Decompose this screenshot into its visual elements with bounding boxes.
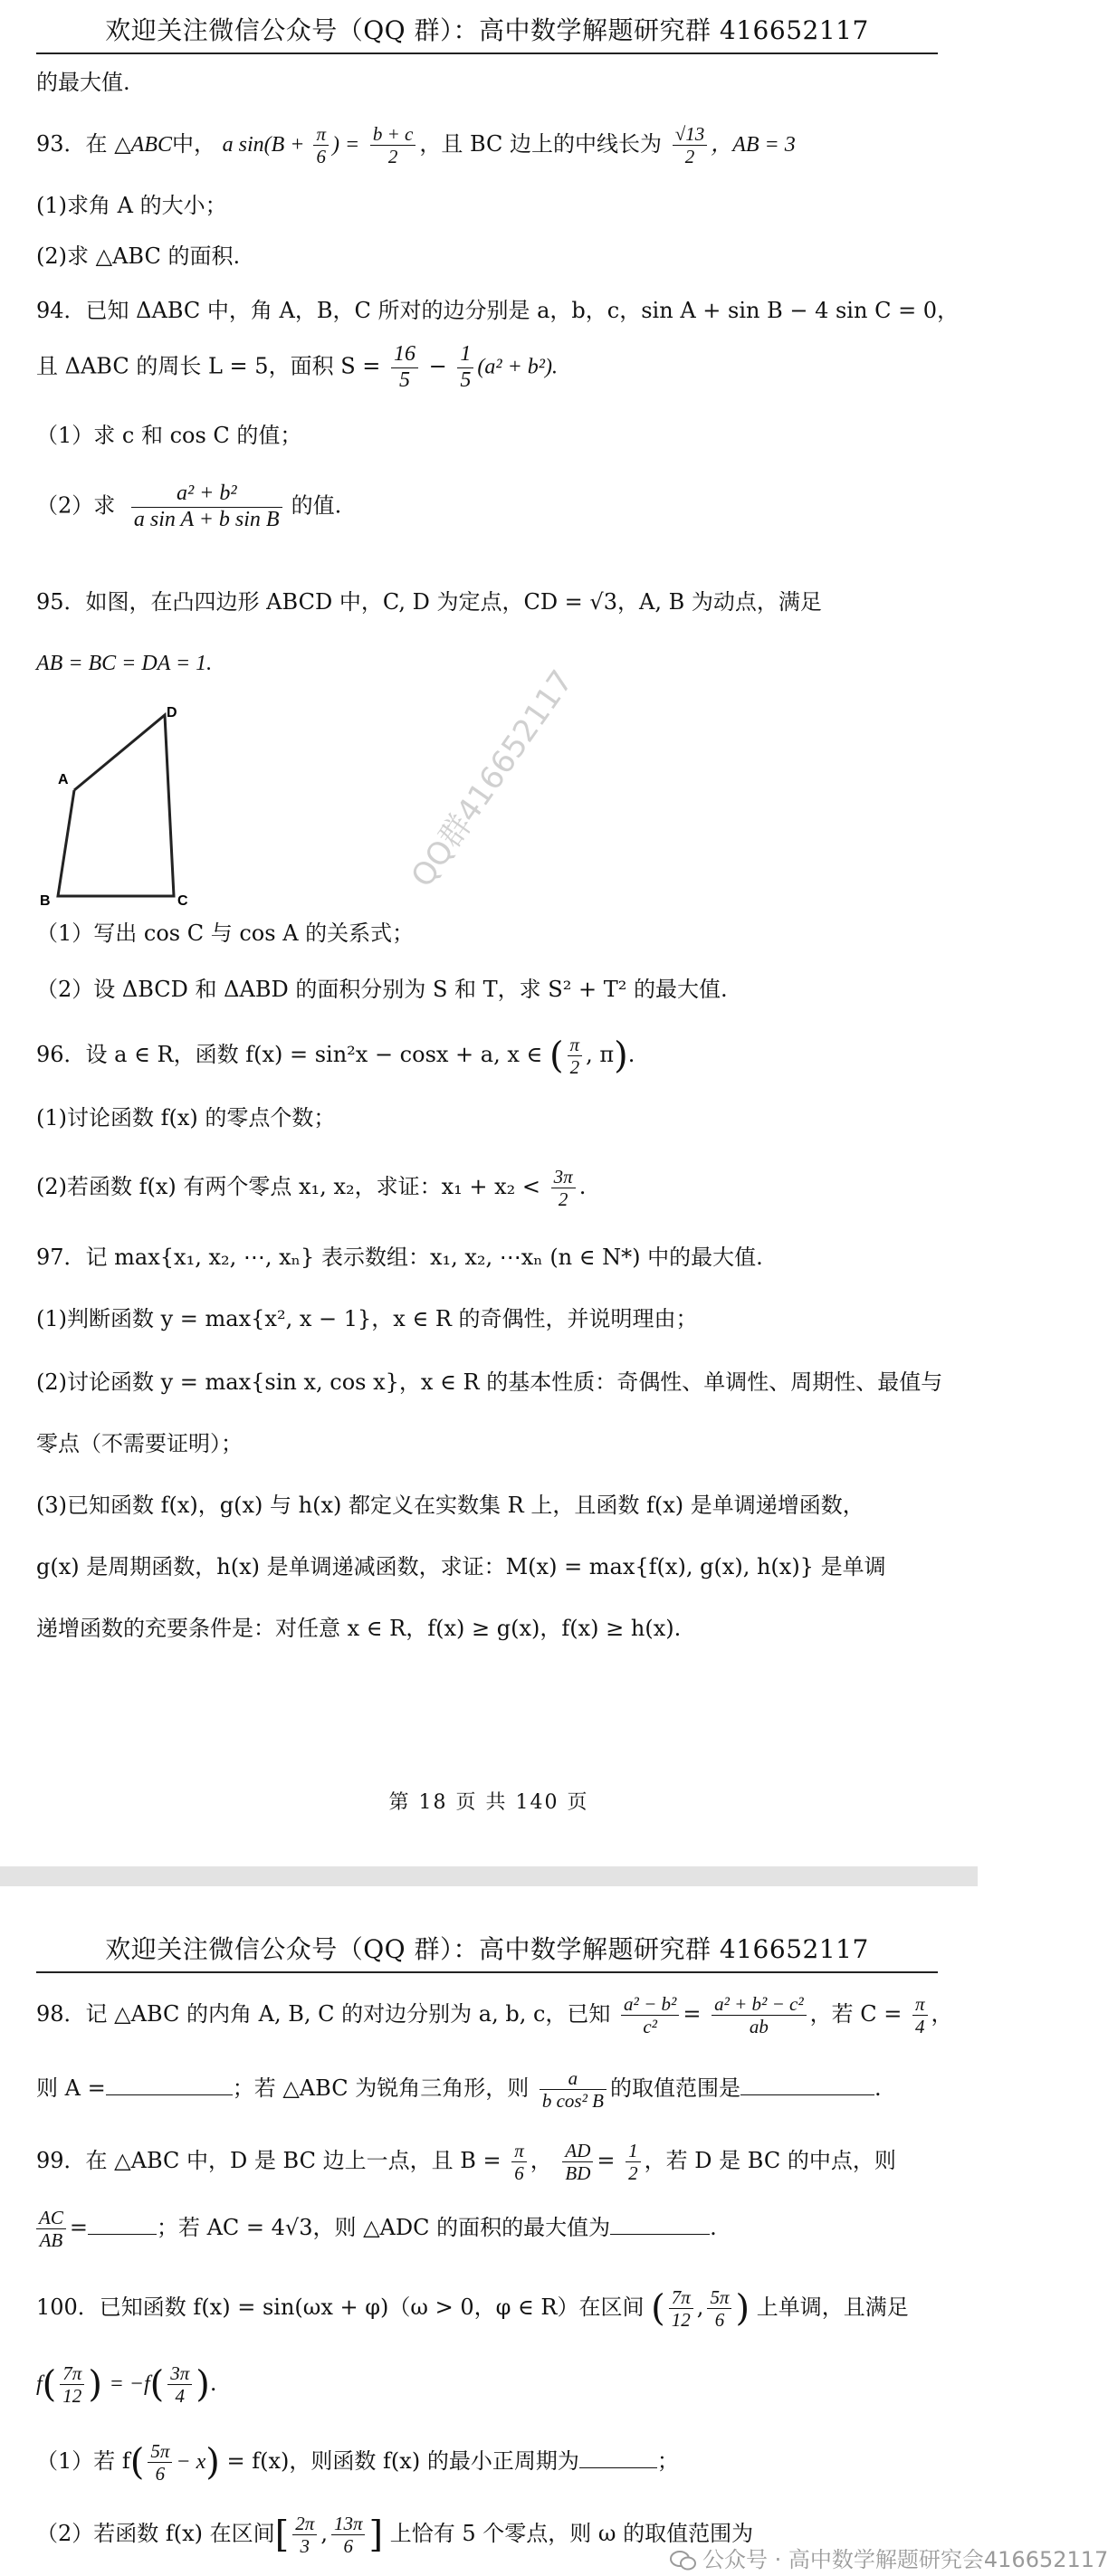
problem-98-line1: 98．记 △ABC 的内角 A, B, C 的对边分别为 a, b, c，已知 $\frac{\text{a² − b²}}{\text{c²}}$ = $\frac{\text{a² + b² − c²}}{ab}$ ，若 C = $\frac{\pi}{4}$ ， xyxy=(36,1993,953,2038)
fraction: $\frac{7\pi}{12}$ xyxy=(669,2286,693,2331)
fraction: $\frac{3\pi}{4}$ xyxy=(167,2362,192,2407)
fraction: $\frac{a}{\text{b cos² B}}$ xyxy=(540,2067,607,2112)
problem-95-q2: （2）设 ΔBCD 和 ΔABD 的面积分别为 S 和 T，求 S² + T² 的最大值. xyxy=(36,977,728,1002)
page-separator xyxy=(0,1866,978,1886)
vertex-label-d: D xyxy=(167,705,177,720)
vertex-label-a: A xyxy=(58,772,69,787)
problem-100-q1: （1）若 f( $\frac{5\pi}{6}$ − x) = f(x)，则函数 f(x) 的最小正周期为 ； xyxy=(36,2440,679,2485)
fraction: $\frac{7\pi}{12}$ xyxy=(60,2362,84,2407)
wechat-icon xyxy=(670,2551,697,2571)
fraction: $\frac{2\pi}{3}$ xyxy=(292,2513,317,2557)
answer-blank[interactable] xyxy=(740,2075,874,2095)
problem-96-line1: 96．设 a ∈ R，函数 f(x) = sin²x − cosx + a, x ∈ ( $\frac{\pi}{2}$ , π). xyxy=(36,1034,635,1079)
fraction: $\frac{AD}{BD}$ xyxy=(562,2140,593,2184)
problem-97-q3-line2: g(x) 是周期函数，h(x) 是单调递减函数，求证：M(x) = max{f(x), g(x), h(x)} 是单调 xyxy=(36,1554,886,1579)
fraction: $\frac{5\pi}{6}$ xyxy=(707,2286,731,2331)
page-footer: 第 18 页 共 140 页 xyxy=(388,1791,589,1814)
fraction: $\frac{b + c}{2}$ xyxy=(370,123,416,167)
problem-100-q2: （2）若函数 f(x) 在区间[ $\frac{2\pi}{3}$ , $\frac{13\pi}{6}$ ] 上恰有 5 个零点，则 ω 的取值范围为 xyxy=(36,2513,754,2558)
answer-blank[interactable] xyxy=(106,2075,233,2095)
problem-98-line2: 则 A = ；若 △ABC 为锐角三角形，则 $\frac{a}{\text{b cos² B}}$ 的取值范围是 . xyxy=(36,2067,882,2113)
vertex-label-c: C xyxy=(177,893,188,909)
problem-96-q1: (1)讨论函数 f(x) 的零点个数； xyxy=(36,1105,336,1131)
text-line: 的最大值. xyxy=(36,70,130,95)
problem-97-q3-line1: (3)已知函数 f(x)，g(x) 与 h(x) 都定义在实数集 R 上，且函数 f(x) 是单调递增函数， xyxy=(36,1493,864,1518)
page-header: 欢迎关注微信公众号（QQ 群）：高中数学解题研究群 416652117 xyxy=(36,11,938,54)
problem-93-statement: 93．在 △ABC中， a sin(B + $\frac{\pi}{6}$ ) = $\frac{b + c}{2}$ ，且 BC 边上的中线长为 $\frac{√13}{2}$ ，AB = 3 xyxy=(36,123,796,168)
quadrilateral-abcd xyxy=(58,715,174,896)
problem-94-q2: （2）求 $\frac{\text{a² + b²}}{\text{a sin A + b sin B}}$ 的值. xyxy=(36,482,342,531)
fraction: $\frac{\text{a² − b²}}{\text{c²}}$ xyxy=(621,1993,679,2037)
fraction: $\frac{\pi}{4}$ xyxy=(912,1993,928,2037)
page-header: 欢迎关注微信公众号（QQ 群）：高中数学解题研究群 416652117 xyxy=(36,1930,938,1973)
fraction: $\frac{1}{2}$ xyxy=(626,2140,641,2184)
answer-blank[interactable] xyxy=(579,2447,657,2468)
problem-94-q1: （1）求 c 和 cos C 的值； xyxy=(36,423,302,448)
problem-95-line2: AB = BC = DA = 1. xyxy=(36,652,213,675)
quadrilateral-figure xyxy=(36,697,199,911)
fraction: $\frac{1}{5}$ xyxy=(457,342,473,393)
fraction: $\frac{\text{a² + b² − c²}}{ab}$ xyxy=(712,1993,807,2037)
problem-95-line1: 95．如图，在凸四边形 ABCD 中，C, D 为定点，CD = √3，A, B 为动点，满足 xyxy=(36,589,822,615)
problem-93-q1: (1)求角 A 的大小； xyxy=(36,193,227,218)
fraction: $\frac{AC}{AB}$ xyxy=(36,2207,66,2251)
problem-96-q2: (2)若函数 f(x) 有两个零点 x₁, x₂，求证：x₁ + x₂ < $\frac{3\pi}{2}$ . xyxy=(36,1166,587,1211)
wechat-watermark: 公众号 · 高中数学解题研究会416652117 xyxy=(670,2542,1108,2573)
problem-95-q1: （1）写出 cos C 与 cos A 的关系式； xyxy=(36,921,415,946)
problem-100-line2: f( $\frac{7\pi}{12}$ ) = −f( $\frac{3\pi}{4}$ ). xyxy=(36,2362,217,2408)
fraction: $\frac{√13}{2}$ xyxy=(673,123,708,167)
problem-94-line1: 94．已知 ΔABC 中，角 A，B，C 所对的边分别是 a，b，c，sin A + sin B − 4 sin C = 0， xyxy=(36,298,960,323)
fraction: $\frac{\pi}{6}$ xyxy=(313,123,329,167)
fraction: $\frac{\text{a² + b²}}{\text{a sin A + b sin B}}$ xyxy=(131,482,282,532)
fraction: $\frac{\pi}{2}$ xyxy=(568,1034,583,1078)
problem-97-q2-line2: 零点（不需要证明）； xyxy=(36,1431,243,1456)
problem-100-line1: 100．已知函数 f(x) = sin(ωx + φ)（ω > 0，φ ∈ R）在区间 ( $\frac{7\pi}{12}$ , $\frac{5\pi}{6}$ ) 上单调，且满足 xyxy=(36,2286,909,2332)
problem-97-q2-line1: (2)讨论函数 y = max{sin x, cos x}，x ∈ R 的基本性质：奇偶性、单调性、周期性、最值与 xyxy=(36,1369,943,1395)
problem-94-line2: 且 ΔABC 的周长 L = 5，面积 S = $\frac{16}{5}$ − $\frac{1}{5}$ (a² + b²). xyxy=(36,342,558,392)
fraction: $\frac{3\pi}{2}$ xyxy=(551,1166,576,1210)
qq-watermark: QQ群416652117 xyxy=(404,663,581,894)
problem-99-line1: 99．在 △ABC 中，D 是 BC 边上一点，且 B = $\frac{\pi}{6}$ ， $\frac{AD}{BD}$ = $\frac{1}{2}$ ，若 D 是 BC 的中点，则 xyxy=(36,2140,896,2185)
problem-93-q2: (2)求 △ABC 的面积. xyxy=(36,243,241,269)
problem-99-line2: $\frac{AC}{AB}$ = ；若 AC = 4√3，则 △ADC 的面积的最大值为 . xyxy=(36,2207,717,2251)
problem-97-q1: (1)判断函数 y = max{x², x − 1}，x ∈ R 的奇偶性，并说明理由； xyxy=(36,1306,698,1331)
fraction: $\frac{13\pi}{6}$ xyxy=(331,2513,366,2557)
fraction: $\frac{\pi}{6}$ xyxy=(511,2140,527,2184)
fraction: $\frac{16}{5}$ xyxy=(391,342,418,393)
answer-blank[interactable] xyxy=(610,2214,710,2235)
fraction: $\frac{5\pi}{6}$ xyxy=(148,2440,172,2485)
vertex-label-b: B xyxy=(40,893,51,909)
problem-97-q3-line3: 递增函数的充要条件是：对任意 x ∈ R，f(x) ≥ g(x)，f(x) ≥ h(x). xyxy=(36,1616,682,1641)
problem-97-line1: 97．记 max{x₁, x₂, ⋯, xₙ} 表示数组：x₁, x₂, ⋯xₙ (n ∈ N*) 中的最大值. xyxy=(36,1245,763,1270)
page-19 xyxy=(0,1886,978,2576)
answer-blank[interactable] xyxy=(88,2214,157,2235)
